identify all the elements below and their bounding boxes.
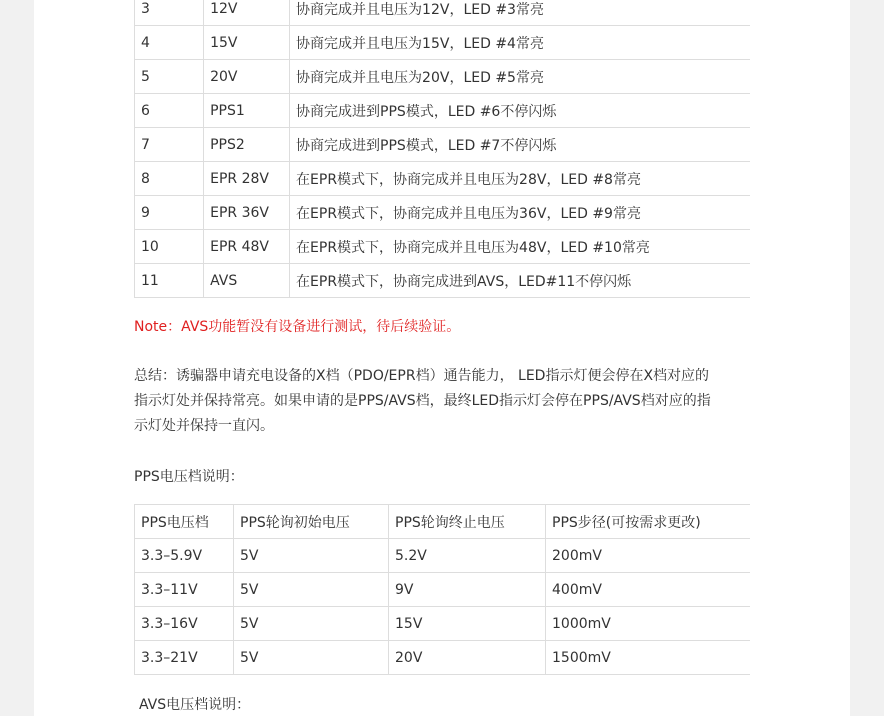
table-cell: 5V	[234, 641, 389, 675]
cell-number: 3	[135, 0, 204, 26]
cell-mode: EPR 28V	[204, 162, 290, 196]
summary-line: 总结：诱骗器申请充电设备的X档（PDO/EPR档）通告能力， LED指示灯便会停在X档对应的	[134, 368, 710, 384]
summary-line: 示灯处并保持一直闪。	[134, 418, 274, 434]
table-row	[135, 162, 751, 196]
table-row	[135, 0, 751, 26]
table-cell: 3.3–11V	[135, 573, 234, 607]
summary-paragraph	[134, 364, 750, 439]
cell-description: 协商完成并且电压为12V，LED #3常亮	[290, 0, 750, 26]
cell-number: 6	[135, 94, 204, 128]
summary-line: 指示灯处并保持常亮。如果申请的是PPS/AVS档，最终LED指示灯会停在PPS/AVS档对应的指	[134, 393, 711, 409]
header-cell: PPS电压档	[135, 505, 234, 539]
table-row	[135, 539, 751, 573]
cell-mode: EPR 48V	[204, 230, 290, 264]
cell-number: 4	[135, 26, 204, 60]
table-cell: 1000mV	[546, 607, 751, 641]
table-row	[135, 128, 751, 162]
table-cell: 20V	[389, 641, 546, 675]
header-cell: PPS轮询初始电压	[234, 505, 389, 539]
cell-mode: PPS1	[204, 94, 290, 128]
cell-description: 协商完成并且电压为20V，LED #5常亮	[290, 60, 750, 94]
table-row	[135, 60, 751, 94]
table-cell: 3.3–5.9V	[135, 539, 234, 573]
page	[34, 0, 850, 716]
table-cell: 5V	[234, 607, 389, 641]
table-cell: 3.3–16V	[135, 607, 234, 641]
cell-description: 在EPR模式下，协商完成进到AVS，LED#11不停闪烁	[290, 264, 750, 298]
cell-mode: 20V	[204, 60, 290, 94]
table-header-row	[135, 505, 751, 539]
table-row	[135, 230, 751, 264]
cell-mode: EPR 36V	[204, 196, 290, 230]
cell-description: 协商完成进到PPS模式，LED #6不停闪烁	[290, 94, 750, 128]
table-row	[135, 26, 751, 60]
header-cell: PPS步径(可按需求更改)	[546, 505, 751, 539]
cell-description: 在EPR模式下，协商完成并且电压为28V，LED #8常亮	[290, 162, 750, 196]
table-row	[135, 641, 751, 675]
cell-number: 11	[135, 264, 204, 298]
table-cell: 5.2V	[389, 539, 546, 573]
table-cell: 3.3–21V	[135, 641, 234, 675]
table-cell: 5V	[234, 539, 389, 573]
pps-section-title: PPS电压档说明：	[134, 469, 244, 485]
cell-mode: 12V	[204, 0, 290, 26]
avs-section-title: AVS电压档说明：	[139, 697, 251, 713]
pps-voltage-table	[134, 504, 750, 675]
table-cell: 1500mV	[546, 641, 751, 675]
cell-description: 在EPR模式下，协商完成并且电压为36V，LED #9常亮	[290, 196, 750, 230]
table-cell: 5V	[234, 573, 389, 607]
cell-mode: PPS2	[204, 128, 290, 162]
note-text: Note：AVS功能暂没有设备进行测试，待后续验证。	[134, 319, 461, 335]
cell-number: 10	[135, 230, 204, 264]
cell-number: 5	[135, 60, 204, 94]
table-row	[135, 94, 751, 128]
table-row	[135, 196, 751, 230]
cell-mode: 15V	[204, 26, 290, 60]
table-cell: 400mV	[546, 573, 751, 607]
cell-number: 9	[135, 196, 204, 230]
table-row	[135, 607, 751, 641]
table-cell: 15V	[389, 607, 546, 641]
cell-description: 协商完成并且电压为15V，LED #4常亮	[290, 26, 750, 60]
table-cell: 200mV	[546, 539, 751, 573]
cell-mode: AVS	[204, 264, 290, 298]
cell-description: 协商完成进到PPS模式，LED #7不停闪烁	[290, 128, 750, 162]
header-cell: PPS轮询终止电压	[389, 505, 546, 539]
led-mode-table	[134, 0, 750, 298]
cell-description: 在EPR模式下，协商完成并且电压为48V，LED #10常亮	[290, 230, 750, 264]
table-cell: 9V	[389, 573, 546, 607]
cell-number: 8	[135, 162, 204, 196]
cell-number: 7	[135, 128, 204, 162]
table-row	[135, 264, 751, 298]
table-row	[135, 573, 751, 607]
